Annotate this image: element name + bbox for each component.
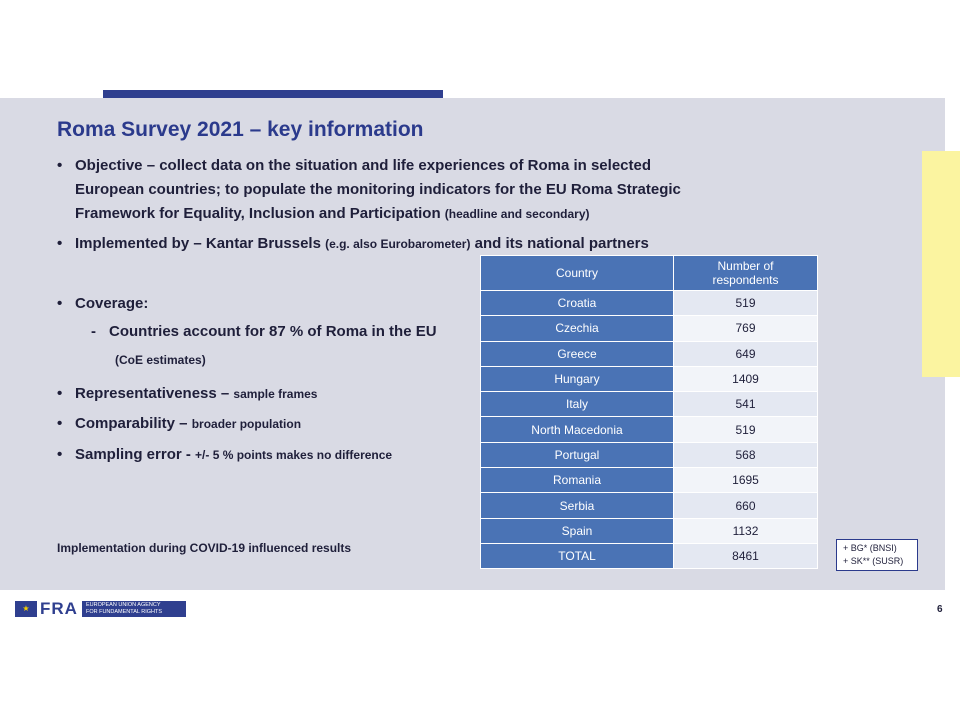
- fra-wordmark: FRA: [40, 599, 78, 618]
- bullet-representativeness: • Representativeness – sample frames: [57, 385, 318, 402]
- table-row: [481, 366, 818, 391]
- table-total-row: [481, 543, 818, 568]
- cell-country: Hungary: [481, 366, 674, 391]
- cell-country: Portugal: [481, 442, 674, 467]
- bullet-dot: •: [57, 235, 63, 252]
- bullet-comparability: • Comparability – broader population: [57, 415, 302, 432]
- table-row: [481, 417, 818, 442]
- cell-respondents-total: 8461: [674, 543, 818, 568]
- table-header-row: [481, 256, 818, 291]
- table-row: [481, 316, 818, 341]
- bullet-dot: •: [57, 446, 63, 463]
- table-row: [481, 518, 818, 543]
- bullet-dot: •: [57, 415, 63, 432]
- cell-country: Czechia: [481, 316, 674, 341]
- highlight-strip: [922, 151, 960, 377]
- eu-flag-icon: ★: [15, 601, 37, 617]
- cell-respondents: 649: [674, 341, 818, 366]
- cell-country: North Macedonia: [481, 417, 674, 442]
- bullet-dot: •: [57, 295, 63, 312]
- cell-country: Croatia: [481, 291, 674, 316]
- cell-respondents: 541: [674, 392, 818, 417]
- bullet-objective-line3: Framework for Equality, Inclusion and Participation (headline and secondary): [75, 205, 590, 222]
- table-row: [481, 291, 818, 316]
- cell-respondents: 519: [674, 291, 818, 316]
- table-row: [481, 341, 818, 366]
- bullet-coverage-note: (CoE estimates): [115, 353, 206, 367]
- cell-country: Spain: [481, 518, 674, 543]
- table-row: [481, 442, 818, 467]
- cell-respondents: 769: [674, 316, 818, 341]
- header-respondents: Number of respondents: [674, 256, 818, 291]
- cell-respondents: 1695: [674, 468, 818, 493]
- cell-respondents: 660: [674, 493, 818, 518]
- cell-country-total: TOTAL: [481, 543, 674, 568]
- agency-name: EUROPEAN UNION AGENCY FOR FUNDAMENTAL RIGHTS: [82, 601, 186, 617]
- table-row: [481, 392, 818, 417]
- bullet-sampling-error: • Sampling error - +/- 5 % points makes no difference: [57, 446, 393, 463]
- additional-countries-note: + BG* (BNSI) + SK** (SUSR): [836, 539, 918, 571]
- cell-country: Italy: [481, 392, 674, 417]
- implementation-note: Implementation during COVID-19 influenced results: [57, 541, 352, 555]
- bullet-coverage: • Coverage:: [57, 295, 149, 312]
- table-row: [481, 468, 818, 493]
- bullet-dot: •: [57, 157, 63, 174]
- page-number: 6: [937, 604, 943, 615]
- cell-country: Greece: [481, 341, 674, 366]
- table-row: [481, 493, 818, 518]
- fra-logo: [15, 600, 186, 618]
- cell-country: Serbia: [481, 493, 674, 518]
- bullet-dot: •: [57, 385, 63, 402]
- cell-respondents: 519: [674, 417, 818, 442]
- cell-respondents: 568: [674, 442, 818, 467]
- cell-country: Romania: [481, 468, 674, 493]
- cell-respondents: 1409: [674, 366, 818, 391]
- bullet-objective: • Objective – collect data on the situation and life experiences of Roma in selected: [57, 157, 651, 174]
- bullet-coverage-sub: - Countries account for 87 % of Roma in the EU: [91, 323, 437, 340]
- bullet-implemented: • Implemented by – Kantar Brussels (e.g. also Eurobarometer) and its national partners: [57, 235, 649, 252]
- slide-title: Roma Survey 2021 – key information: [57, 118, 424, 141]
- cell-respondents: 1132: [674, 518, 818, 543]
- header-country: Country: [481, 256, 674, 291]
- bullet-objective-line2: European countries; to populate the monitoring indicators for the EU Roma Strategic: [75, 181, 681, 198]
- respondents-table: [480, 255, 818, 569]
- header-accent-bar: [103, 90, 443, 98]
